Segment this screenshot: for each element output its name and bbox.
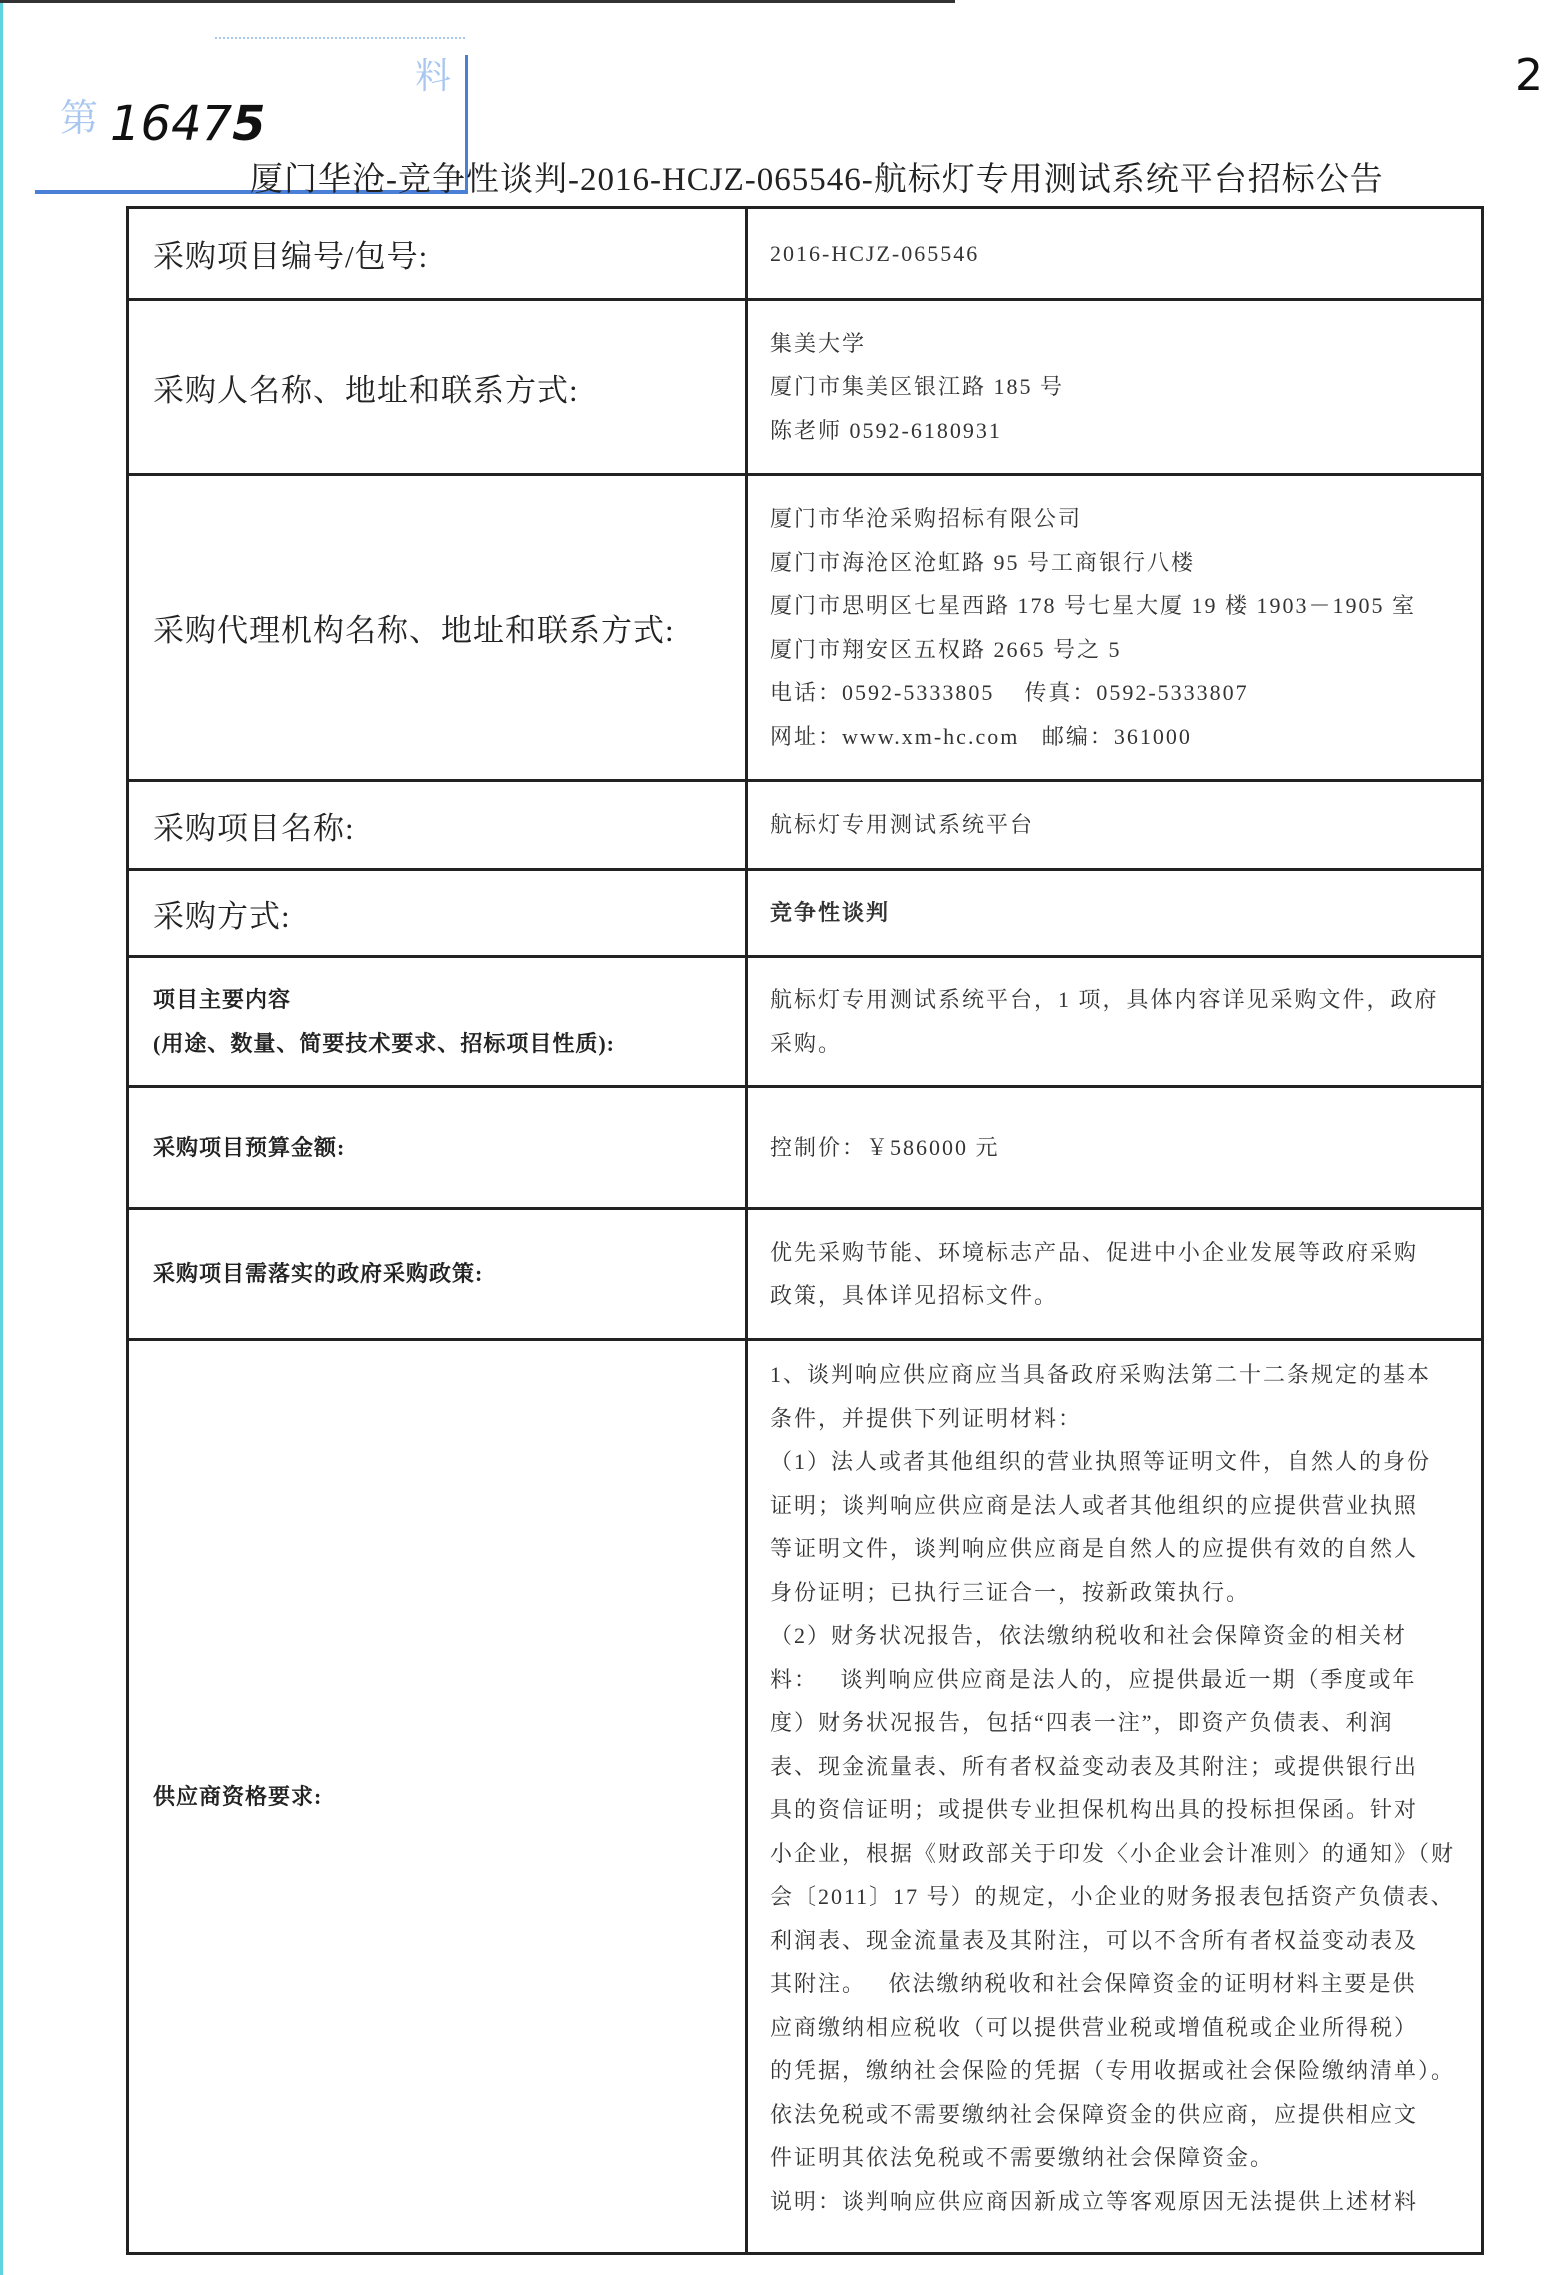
- row-project-number: [128, 208, 1483, 300]
- stamp-prefix: 第: [60, 98, 99, 140]
- qualification-line: 表、现金流量表、所有者权益变动表及其附注；或提供银行出: [770, 1753, 1419, 1779]
- label: 采购方式:: [128, 870, 747, 957]
- qualification-line: 具的资信证明；或提供专业担保机构出具的投标担保函。针对: [770, 1797, 1419, 1822]
- row-agency: [128, 475, 1483, 781]
- value: 航标灯专用测试系统平台: [747, 781, 1483, 870]
- row-policy: [128, 1209, 1483, 1340]
- qualification-line: 依法免税或不需要缴纳社会保障资金的供应商，应提供相应文: [770, 2101, 1419, 2127]
- row-budget: [128, 1087, 1483, 1209]
- handwritten-digits: 1647: [110, 96, 233, 152]
- row-purchaser: [128, 300, 1483, 475]
- announcement-table: [126, 206, 1484, 2255]
- qualification-line: 利润表、现金流量表及其附注，可以不含所有者权益变动表及: [770, 1927, 1419, 1953]
- label: 项目主要内容 (用途、数量、简要技术要求、招标项目性质):: [128, 957, 747, 1087]
- qualification-line: 说明：谈判响应供应商因新成立等客观原因无法提供上述材料: [770, 2188, 1419, 2214]
- qualification-line: 1、谈判响应供应商应当具备政府采购法第二十二条规定的基本: [770, 1362, 1432, 1387]
- qualification-line: 其附注。 依法缴纳税收和社会保障资金的证明材料主要是供: [770, 1971, 1417, 1996]
- label: 采购项目编号/包号:: [128, 208, 747, 300]
- qualification-line: 小企业，根据《财政部关于印发〈小企业会计准则〉的通知》（财: [770, 1840, 1456, 1866]
- qualification-line: 会〔2011〕17 号）的规定，小企业的财务报表包括资产负债表、: [770, 1884, 1455, 1909]
- qualification-line: （1）法人或者其他组织的营业执照等证明文件，自然人的身份: [770, 1449, 1432, 1474]
- value: 优先采购节能、环境标志产品、促进中小企业发展等政府采购 政策，具体详见招标文件。: [747, 1209, 1483, 1340]
- value: 航标灯专用测试系统平台，1 项，具体内容详见采购文件，政府 采购。: [747, 957, 1483, 1087]
- scan-edge-top: [0, 0, 955, 3]
- stamp-text: 料: [414, 56, 451, 96]
- qualification-line: 件证明其依法免税或不需要缴纳社会保障资金。: [770, 2145, 1275, 2170]
- qualification-line: （2）财务状况报告，依法缴纳税收和社会保障资金的相关材: [770, 1623, 1408, 1648]
- scan-edge: [0, 0, 3, 2275]
- qualification-line: 条件，并提供下列证明材料：: [770, 1405, 1083, 1431]
- handwritten-overwrite: 5: [232, 96, 266, 152]
- qualification-line: 身份证明；已执行三证合一，按新政策执行。: [770, 1579, 1251, 1605]
- label: 采购项目需落实的政府采购政策:: [128, 1209, 747, 1340]
- row-project-name: [128, 781, 1483, 870]
- qualification-line: 等证明文件，谈判响应供应商是自然人的应提供有效的自然人: [770, 1536, 1419, 1561]
- qualification-line: 证明；谈判响应供应商是法人或者其他组织的应提供营业执照: [770, 1492, 1419, 1518]
- qualification-line: 料： 谈判响应供应商是法人的，应提供最近一期（季度或年: [770, 1666, 1417, 1692]
- qualification-line: 应商缴纳相应税收（可以提供营业税或增值税或企业所得税）: [770, 2014, 1419, 2040]
- label: 供应商资格要求:: [128, 1340, 747, 2254]
- row-main-content: [128, 957, 1483, 1087]
- value: 竞争性谈判: [747, 870, 1483, 957]
- value: 2016-HCJZ-065546: [747, 208, 1483, 300]
- qualification-line: 的凭据，缴纳社会保险的凭据（专用收据或社会保险缴纳清单）。: [770, 2058, 1456, 2083]
- handwritten-number: [110, 96, 266, 152]
- stamp-border: [215, 37, 465, 39]
- row-qualifications: [128, 1340, 1483, 2254]
- value: [747, 1340, 1483, 2254]
- value: 控制价：￥586000 元: [747, 1087, 1483, 1209]
- row-method: [128, 870, 1483, 957]
- value: 集美大学 厦门市集美区银江路 185 号 陈老师 0592-6180931: [747, 300, 1483, 475]
- page-mark: 2: [1515, 50, 1543, 101]
- value: 厦门市华沧采购招标有限公司 厦门市海沧区沧虹路 95 号工商银行八楼 厦门市思明区七星西路 178 号七星大厦 19 楼 1903－1905 室 厦门市翔安区五权路 2665 号之 5 电话：0592-5333805 传真：0592-5333807 网址：www.xm-hc.com 邮编：361000: [747, 475, 1483, 781]
- qualification-line: 度）财务状况报告，包括“四表一注”，即资产负债表、利润: [770, 1710, 1394, 1735]
- label: 采购人名称、地址和联系方式:: [128, 300, 747, 475]
- document-title: 厦门华沧-竞争性谈判-2016-HCJZ-065546-航标灯专用测试系统平台招标公告: [250, 162, 1384, 198]
- label: 采购代理机构名称、地址和联系方式:: [128, 475, 747, 781]
- label: 采购项目名称:: [128, 781, 747, 870]
- label: 采购项目预算金额:: [128, 1087, 747, 1209]
